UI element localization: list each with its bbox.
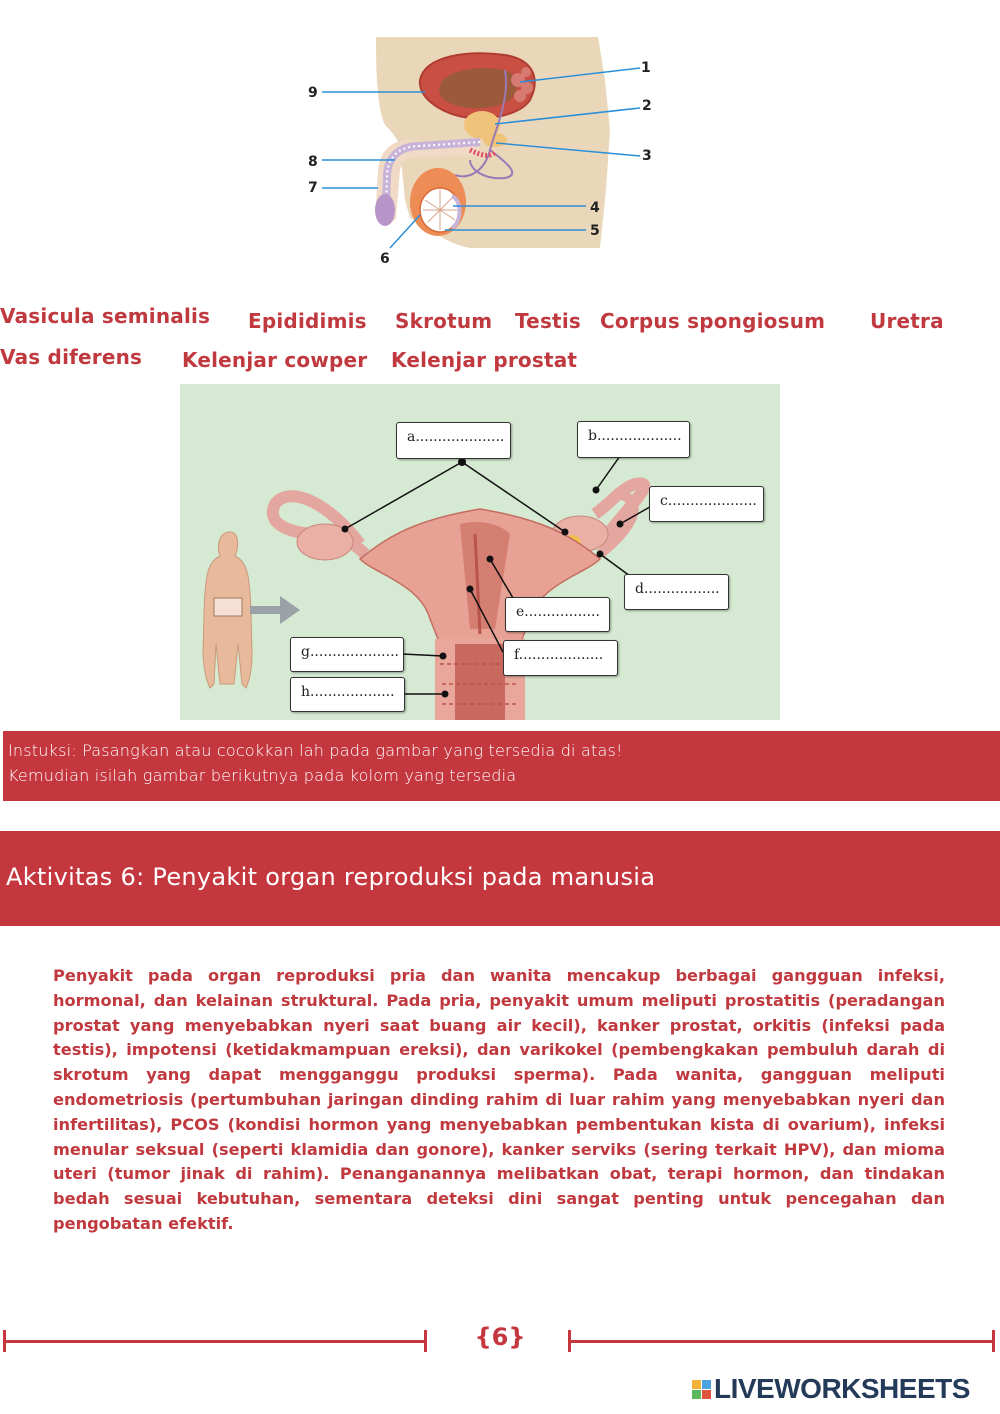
answer-box-h[interactable]: h................... xyxy=(290,677,405,712)
word-uretra[interactable]: Uretra xyxy=(870,309,944,333)
answer-box-b[interactable]: b................... xyxy=(577,421,690,458)
page-number: {6} xyxy=(474,1323,526,1351)
male-label-9: 9 xyxy=(308,85,318,101)
liveworksheets-badge-icon xyxy=(692,1380,711,1399)
word-skrotum[interactable]: Skrotum xyxy=(395,309,493,333)
word-testis[interactable]: Testis xyxy=(515,309,581,333)
brand-name: LIVEWORKSHEETS xyxy=(714,1373,970,1404)
female-reproductive-diagram xyxy=(180,384,780,720)
footer-right-line xyxy=(568,1340,995,1343)
answer-box-g[interactable]: g.................... xyxy=(290,637,404,672)
liveworksheets-logo[interactable] xyxy=(692,1373,970,1405)
word-vas-diferens[interactable]: Vas diferens xyxy=(0,345,143,369)
answer-box-f[interactable]: f................... xyxy=(503,640,618,676)
word-epididimis[interactable]: Epididimis xyxy=(248,309,367,333)
activity-title: Aktivitas 6: Penyakit organ reproduksi pada manusia xyxy=(6,863,656,891)
answer-box-a[interactable]: a.................... xyxy=(396,422,511,459)
male-label-8: 8 xyxy=(308,154,318,170)
word-kelenjar-prostat[interactable]: Kelenjar prostat xyxy=(391,348,578,372)
answer-box-d[interactable]: d................. xyxy=(624,574,729,610)
male-label-7: 7 xyxy=(308,180,318,196)
instruction-line-2: Kemudian isilah gambar berikutnya pada kolom yang tersedia xyxy=(8,766,517,785)
instruction-line-1: Instuksi: Pasangkan atau cocokkan lah pada gambar yang tersedia di atas! xyxy=(8,741,623,760)
male-label-4: 4 xyxy=(590,200,600,216)
answer-box-e[interactable]: e................. xyxy=(505,597,610,632)
male-label-6: 6 xyxy=(380,251,390,267)
footer-left-tick-end xyxy=(424,1330,427,1352)
footer-right-tick-end xyxy=(992,1330,995,1352)
answer-box-c[interactable]: c.................... xyxy=(649,486,764,522)
word-corpus-spongiosum[interactable]: Corpus spongiosum xyxy=(600,309,826,333)
word-vasicula-seminalis[interactable]: Vasicula seminalis xyxy=(0,304,211,328)
male-label-5: 5 xyxy=(590,223,600,239)
word-kelenjar-cowper[interactable]: Kelenjar cowper xyxy=(182,348,368,372)
male-reproductive-diagram xyxy=(290,30,670,270)
disease-paragraph: Penyakit pada organ reproduksi pria dan wanita mencakup berbagai gangguan infeksi, hormonal, dan kelainan struktural. Pada pria, penyakit umum meliputi prostatitis (peradangan prostat yang menyebabkan nyeri saat buang air kecil), kanker prostat, orkitis (infeksi pada testis), impotensi (ketidakmampuan ereksi), dan varikokel (pembengkakan pembuluh darah di skrotum yang dapat mengganggu produksi sperma). Pada wanita, gangguan meliputi endometriosis (pertumbuhan jaringan dinding rahim di luar rahim yang menyebabkan nyeri dan infertilitas), PCOS (kondisi hormon yang menyebabkan pembentukan kista di ovarium), infeksi menular seksual (seperti klamidia dan gonore), kanker serviks (sering terkait HPV), dan mioma uteri (tumor jinak di rahim). Penanganannya melibatkan obat, terapi hormon, dan tindakan bedah sesuai kebutuhan, sementara deteksi dini sangat penting untuk pencegahan dan pengobatan efektif. xyxy=(53,966,945,1233)
male-label-2: 2 xyxy=(642,98,652,114)
activity-banner xyxy=(0,831,1000,926)
male-label-1: 1 xyxy=(641,60,651,76)
instruction-banner xyxy=(3,731,1000,801)
male-label-3: 3 xyxy=(642,148,652,164)
footer-left-line xyxy=(3,1340,427,1343)
